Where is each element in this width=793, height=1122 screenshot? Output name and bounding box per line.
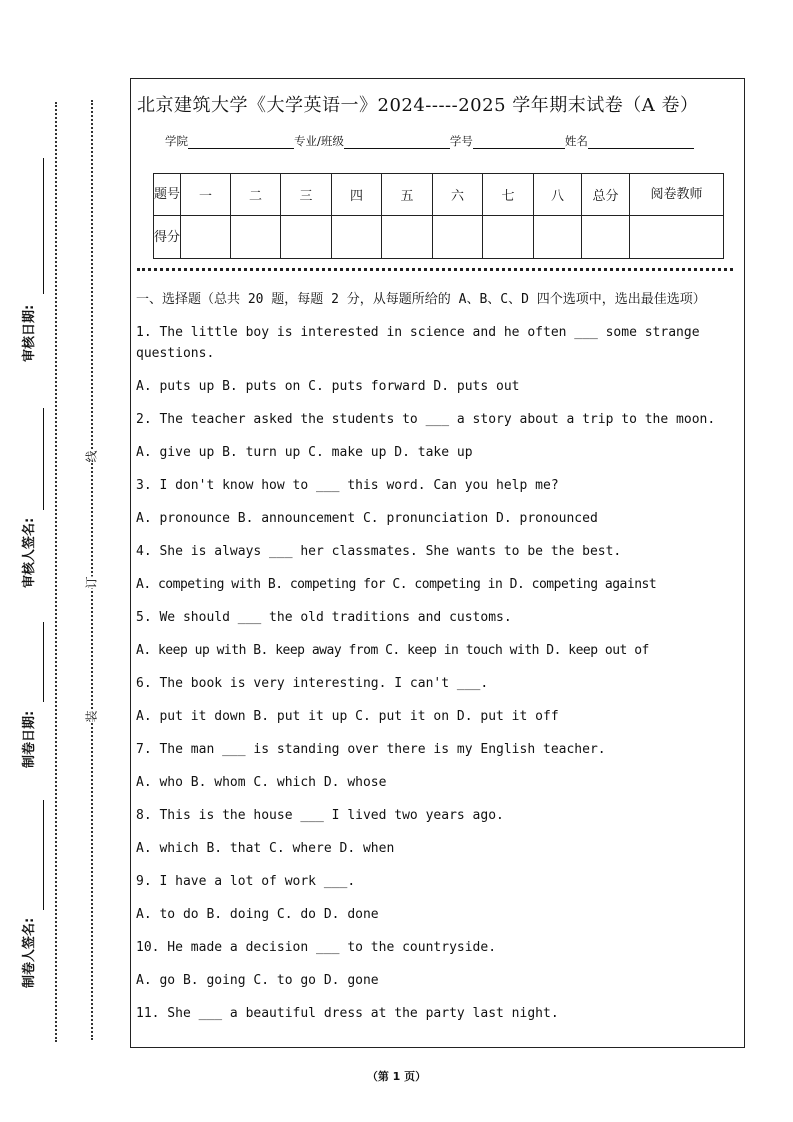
options-7: A. who B. whom C. which D. whose <box>136 775 387 790</box>
question-5: 5. We should ___ the old traditions and customs. <box>136 610 512 625</box>
maker-sign-label: 制卷人签名: <box>22 917 37 988</box>
question-1: 1. The little boy is interested in science and he often ___ some strange questions. <box>136 325 700 361</box>
student-info-line <box>165 133 694 149</box>
major-field[interactable] <box>344 136 450 149</box>
question-6: 6. The book is very interesting. I can't ___. <box>136 676 489 691</box>
col-6: 六 <box>433 174 483 216</box>
score-label: 得分 <box>154 216 181 259</box>
col-1: 一 <box>181 174 231 216</box>
col-2: 二 <box>231 174 281 216</box>
score-cell[interactable] <box>281 216 332 259</box>
section-1 <box>136 289 741 1024</box>
score-table-header-row <box>154 174 724 216</box>
score-cell[interactable] <box>534 216 582 259</box>
col-7: 七 <box>483 174 534 216</box>
options-9: A. to do B. doing C. do D. done <box>136 907 379 922</box>
question-number-label: 题号 <box>154 174 181 216</box>
col-5: 五 <box>382 174 433 216</box>
name-label: 姓名 <box>564 134 588 148</box>
page-number: （第 1 页） <box>366 1070 427 1083</box>
question-2: 2. The teacher asked the students to ___ a story about a trip to the moon. <box>136 412 716 427</box>
score-cell[interactable] <box>433 216 483 259</box>
options-4: A. competing with B. competing for C. competing in D. competing against <box>136 577 657 592</box>
binding-char-line: 线 <box>84 450 99 463</box>
name-field[interactable] <box>588 136 694 149</box>
question-11: 11. She ___ a beautiful dress at the party last night. <box>136 1006 559 1021</box>
major-label: 专业/班级 <box>294 134 344 148</box>
signature-dotted-rule <box>55 102 57 1042</box>
options-1: A. puts up B. puts on C. puts forward D. puts out <box>136 379 520 394</box>
make-date-label: 制卷日期: <box>22 710 37 768</box>
score-cell[interactable] <box>332 216 382 259</box>
col-total: 总分 <box>582 174 630 216</box>
score-cell[interactable] <box>181 216 231 259</box>
college-label: 学院 <box>165 134 188 148</box>
question-9: 9. I have a lot of work ___. <box>136 874 356 889</box>
options-6: A. put it down B. put it up C. put it on D. put it off <box>136 709 559 724</box>
options-3: A. pronounce B. announcement C. pronunciation D. pronounced <box>136 511 598 526</box>
options-2: A. give up B. turn up C. make up D. take up <box>136 445 473 460</box>
score-cell[interactable] <box>382 216 433 259</box>
question-10: 10. He made a decision ___ to the countryside. <box>136 940 497 955</box>
col-4: 四 <box>332 174 382 216</box>
col-grader: 阅卷教师 <box>630 174 724 216</box>
student-id-label: 学号 <box>449 134 473 148</box>
reviewer-sign-line <box>43 408 45 510</box>
student-id-field[interactable] <box>473 136 565 149</box>
exam-title: 北京建筑大学《大学英语一》2024-----2025 学年期末试卷（A 卷） <box>137 95 699 116</box>
col-8: 八 <box>534 174 582 216</box>
review-date-line <box>43 158 45 294</box>
review-date-label: 审核日期: <box>22 304 37 362</box>
score-table-score-row <box>154 216 724 259</box>
question-8: 8. This is the house ___ I lived two years ago. <box>136 808 504 823</box>
dotted-separator <box>137 268 733 271</box>
options-8: A. which B. that C. where D. when <box>136 841 395 856</box>
score-cell[interactable] <box>483 216 534 259</box>
options-5: A. keep up with B. keep away from C. keep in touch with D. keep out of <box>136 643 649 658</box>
question-3: 3. I don't know how to ___ this word. Can you help me? <box>136 478 559 493</box>
reviewer-sign-label: 审核人签名: <box>22 517 37 588</box>
exam-frame <box>130 78 745 1048</box>
score-cell[interactable] <box>582 216 630 259</box>
score-cell[interactable] <box>231 216 281 259</box>
col-3: 三 <box>281 174 332 216</box>
maker-sign-line <box>43 800 45 910</box>
score-table <box>153 173 724 259</box>
question-4: 4. She is always ___ her classmates. She wants to be the best. <box>136 544 622 559</box>
college-field[interactable] <box>188 136 294 149</box>
make-date-line <box>43 622 45 702</box>
binding-dotted-rule <box>91 100 93 1040</box>
score-cell[interactable] <box>630 216 724 259</box>
binding-char-zhuang: 装 <box>84 710 99 723</box>
options-10: A. go B. going C. to go D. gone <box>136 973 379 988</box>
section-heading: 一、选择题（总共 20 题，每题 2 分，从每题所给的 A、B、C、D 四个选项中，选出最佳选项） <box>136 292 706 307</box>
question-7: 7. The man ___ is standing over there is my English teacher. <box>136 742 606 757</box>
binding-char-ding: 订 <box>84 576 99 589</box>
